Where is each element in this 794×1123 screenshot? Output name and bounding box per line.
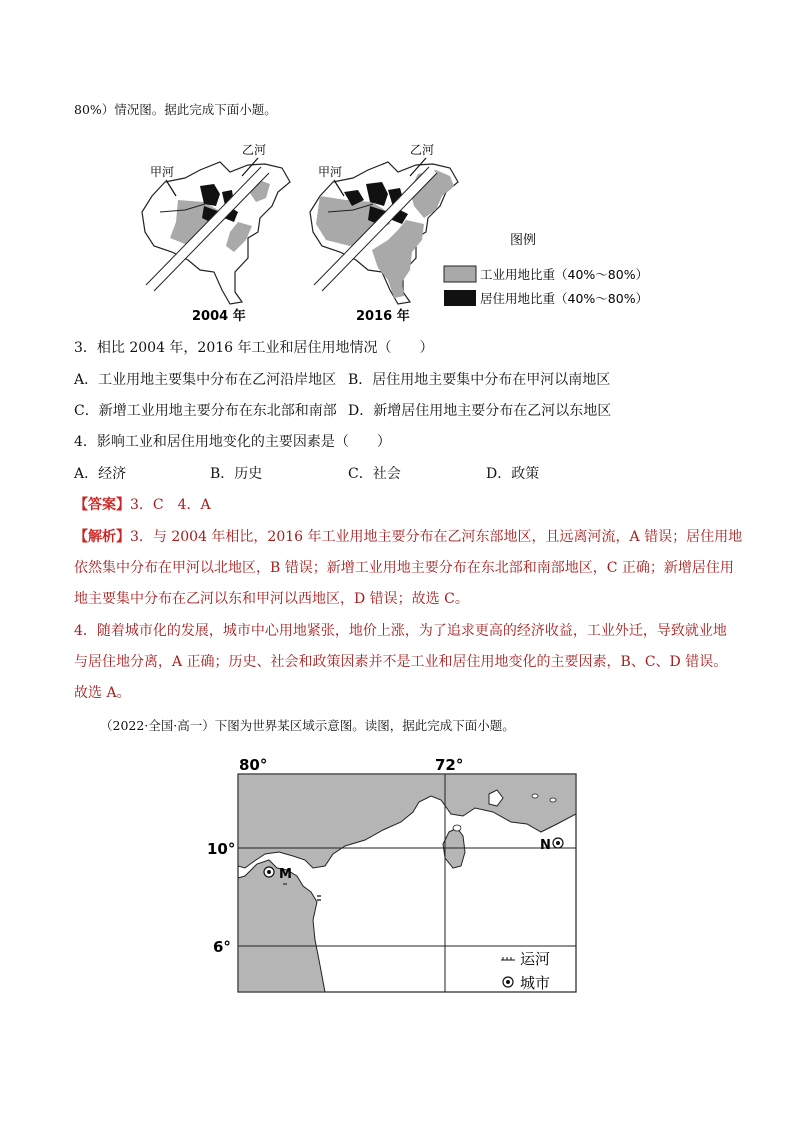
analysis-tag: 【解析】: [74, 529, 130, 545]
q4-stem: 4．影响工业和居住用地变化的主要因素是（ ）: [74, 434, 391, 450]
next-question-intro: （2022·全国·高一）下图为世界某区域示意图。读图，据此完成下面小题。: [100, 718, 515, 733]
lat-10-label: 10°: [207, 840, 236, 858]
q4-option-d: D．政策: [486, 466, 540, 482]
figure1-legend: [444, 233, 648, 306]
legend-industrial-label: 工业用地比重（40%～80%）: [480, 267, 649, 282]
answer-line: [74, 495, 211, 515]
legend-canal-label: 运河: [520, 950, 551, 968]
lat-6-label: 6°: [213, 938, 231, 956]
map-2016-label-jia: 甲河: [318, 165, 343, 179]
q3-option-c: C．新增工业用地主要分布在东北部和南部: [74, 403, 337, 419]
map-2004: [142, 143, 290, 324]
map-2016-label-yi: 乙河: [410, 143, 435, 157]
q4-option-b: B．历史: [210, 466, 263, 482]
q4-option-c: C．社会: [348, 466, 401, 482]
region-map: [205, 750, 590, 1000]
analysis-line-3: 地主要集中分布在乙河以东和甲河以西地区，D 错误；故选 C。: [74, 591, 469, 607]
map-2016-year: 2016 年: [356, 309, 410, 324]
analysis-line-6: 故选 A。: [74, 685, 131, 701]
legend-city-symbol-inner: [506, 980, 510, 984]
city-m-marker-inner: [267, 870, 271, 874]
analysis-line-5: 与居住地分离，A 正确；历史、社会和政策因素并不是工业和居住用地变化的主要因素，B、C、D 错误。: [74, 654, 728, 670]
legend-residential-label: 居住用地比重（40%～80%）: [480, 291, 649, 306]
map-2004-label-jia: 甲河: [150, 165, 175, 179]
city-n-label: N: [540, 838, 551, 853]
land-use-figure: [130, 140, 670, 330]
intro-text: 80%）情况图。据此完成下面小题。: [74, 102, 277, 117]
region-map-islet-3: [550, 798, 556, 802]
city-n-marker-inner: [556, 841, 560, 845]
legend-city-label: 城市: [520, 974, 551, 992]
q4-option-a: A．经济: [74, 466, 127, 482]
map-2004-year: 2004 年: [192, 309, 246, 324]
analysis-line-1: [74, 527, 742, 547]
region-map-islet-4: [453, 825, 461, 831]
q3-option-d: D．新增居住用地主要分布在乙河以东地区: [348, 403, 612, 419]
map-2016: [310, 143, 458, 324]
analysis-line-4: 4．随着城市化的发展，城市中心用地紧张，地价上涨，为了追求更高的经济收益，工业外迁，导致就业地: [74, 623, 727, 639]
q3-option-a: A．工业用地主要集中分布在乙河沿岸地区: [74, 372, 337, 388]
answer-text: 3．C 4．A: [130, 497, 211, 513]
city-m-label: M: [279, 867, 292, 882]
q3-stem: 3．相比 2004 年，2016 年工业和居住用地情况（ ）: [74, 340, 434, 356]
map-2004-label-yi: 乙河: [242, 143, 267, 157]
legend-industrial-swatch: [444, 266, 476, 282]
analysis-line-2: 依然集中分布在甲河以北地区，B 错误；新增工业用地主要分布在东北部和南部地区，C 正确；新增居住用: [74, 560, 734, 576]
legend-title: 图例: [510, 233, 537, 248]
analysis-text-1: 3．与 2004 年相比，2016 年工业用地主要分布在乙河东部地区，且远离河流，A 错误；居住用地: [130, 529, 743, 545]
region-map-islet-2: [532, 794, 538, 798]
legend-residential-swatch: [444, 290, 476, 306]
lon-80-label: 80°: [239, 756, 268, 774]
answer-tag: 【答案】: [74, 497, 130, 513]
q3-option-b: B．居住用地主要集中分布在甲河以南地区: [348, 372, 611, 388]
lon-72-label: 72°: [435, 756, 464, 774]
